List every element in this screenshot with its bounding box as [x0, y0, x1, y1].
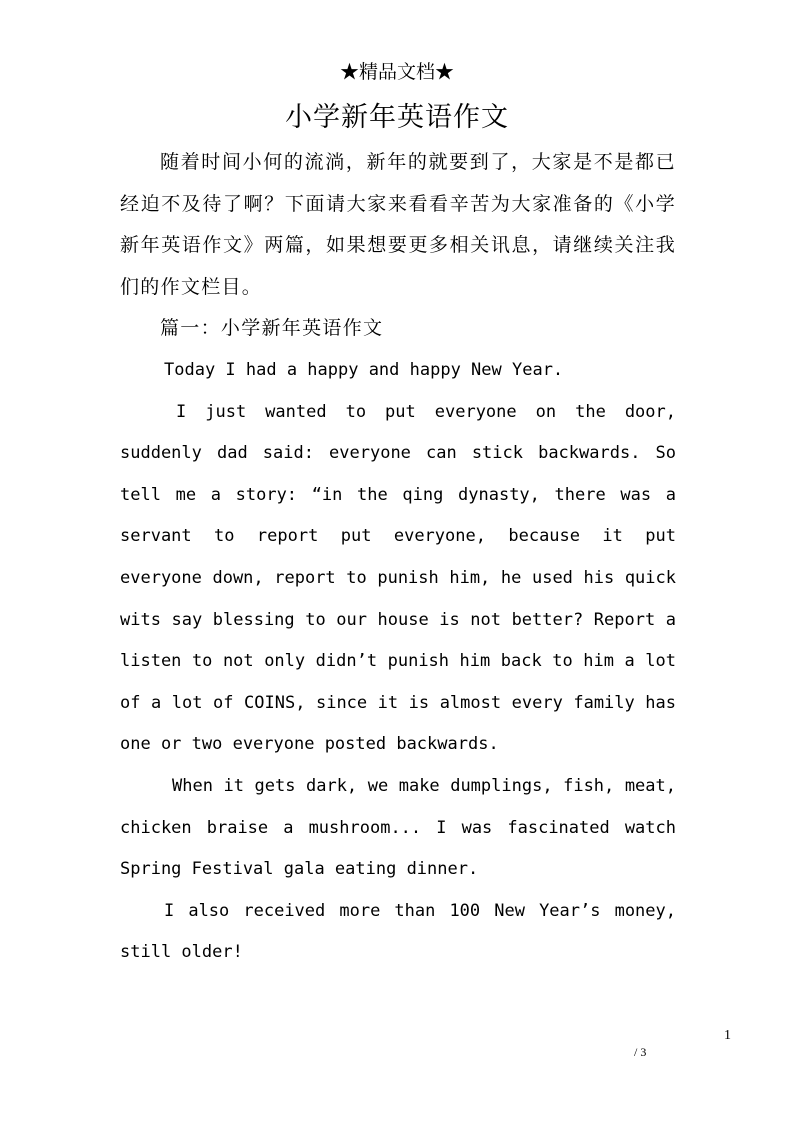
- intro-paragraph: 随着时间小何的流淌，新年的就要到了，大家是不是都已经迫不及待了啊？下面请大家来看看辛苦为大家准备的《小学新年英语作文》两篇，如果想要更多相关讯息，请继续关注我们的作文栏目。: [120, 151, 676, 298]
- header-banner: ★精品文档★: [339, 61, 454, 83]
- document-body: [120, 142, 676, 974]
- section-heading: 篇一：小学新年英语作文: [160, 317, 384, 340]
- document-title: 小学新年英语作文: [285, 102, 509, 133]
- essay-paragraph-1: Today I had a happy and happy New Year.: [164, 359, 564, 380]
- essay-paragraph-4: I also received more than 100 New Year’s money, still older!: [120, 900, 676, 963]
- essay-paragraph-3: When it gets dark, we make dumplings, fish, meat, chicken braise a mushroom... I was fascinated watch Spring Festival gala eating dinner.: [120, 775, 676, 880]
- page-total: / 3: [634, 1045, 647, 1059]
- essay-paragraph-2: I just wanted to put everyone on the door, suddenly dad said: everyone can stick backwards. So tell me a story: “in the qing dynasty, there was a servant to report put everyone, because it put everyone down, report to punish him, he used his quick wits say blessing to our house is not better? Report a listen to not only didn’t punish him back to him a lot of a lot of COINS, since it is almost every family has one or two everyone posted backwards.: [120, 401, 676, 755]
- page-number: 1: [724, 1028, 731, 1043]
